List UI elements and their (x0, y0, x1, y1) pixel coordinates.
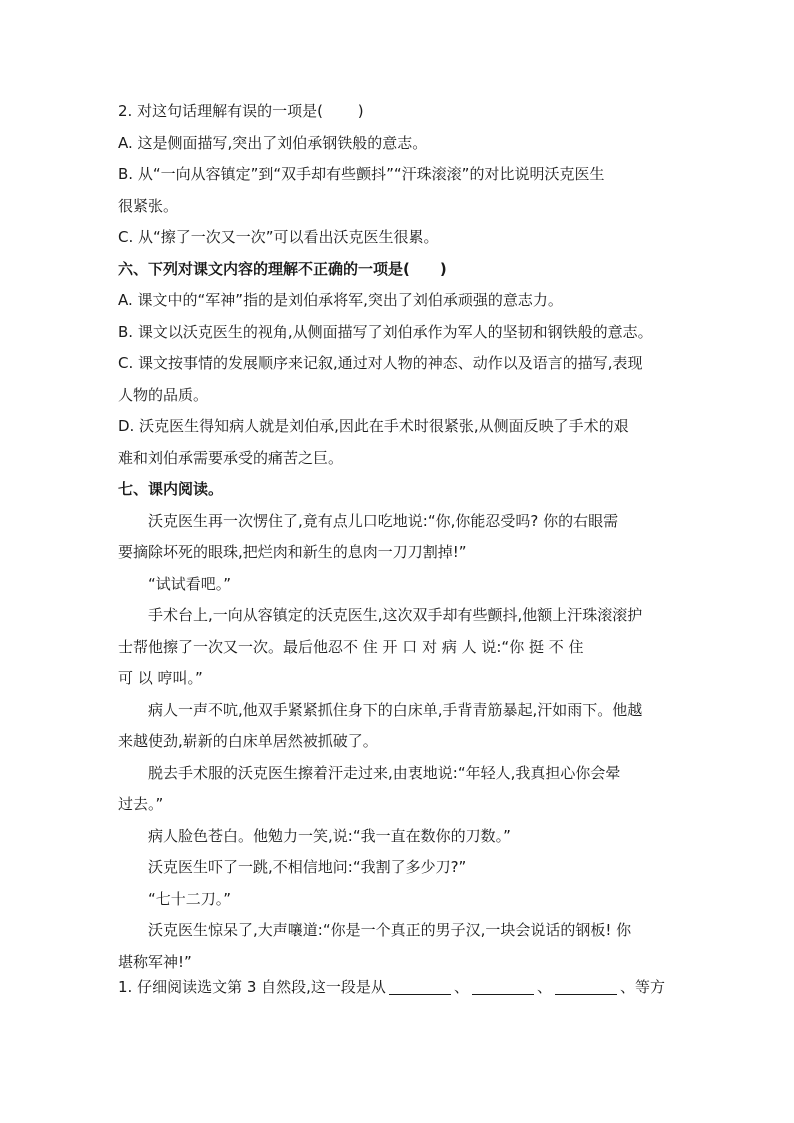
passage-p3-line1: 手术台上,一向从容镇定的沃克医生,这次双手却有些颤抖,他额上汗珠滚滚护 (148, 606, 643, 624)
passage-p4-line2: 来越使劲,崭新的白床单居然被抓破了。 (118, 732, 378, 750)
q1-blank-3[interactable] (555, 978, 617, 995)
section7-title: 七、课内阅读。 (118, 480, 224, 498)
section6-title: 六、下列对课文内容的理解不正确的一项是( ) (118, 259, 447, 278)
q2-option-b-line1: B. 从“一向从容镇定”到“双手却有些颤抖”“汗珠滚滚”的对比说明沃克医生 (118, 165, 605, 183)
q1-prefix: 1. 仔细阅读选文第 3 自然段,这一段是从 (118, 978, 386, 996)
q2-stem: 2. 对这句话理解有误的一项是( ) (118, 102, 364, 120)
passage-p9-line1: 沃克医生惊呆了,大声嚷道:“你是一个真正的男子汉,一块会说话的钢板! 你 (148, 921, 632, 939)
q1-fill-in-line (118, 972, 676, 1004)
document-page (118, 96, 676, 978)
section6-option-a: A. 课文中的“军神”指的是刘伯承将军,突出了刘伯承顽强的意志力。 (118, 291, 563, 309)
passage-p3-line2: 士帮他擦了一次又一次。最后他忍不 住 开 口 对 病 人 说:“你 挺 不 住 (118, 637, 584, 656)
section6-option-d-line2: 难和刘伯承需要承受的痛苦之巨。 (118, 448, 344, 467)
section6-option-d-line1: D. 沃克医生得知病人就是刘伯承,因此在手术时很紧张,从侧面反映了手术的艰 (118, 417, 629, 435)
q1-separator-1: 、 (453, 978, 469, 996)
q1-blank-1[interactable] (389, 978, 451, 995)
q2-option-b-line2: 很紧张。 (118, 196, 179, 215)
q1-separator-3: 、 (619, 978, 635, 996)
q2-option-c: C. 从“擦了一次又一次”可以看出沃克医生很累。 (118, 228, 439, 246)
passage-p6: 病人脸色苍白。他勉力一笑,说:“我一直在数你的刀数。” (148, 826, 511, 845)
section6-option-b: B. 课文以沃克医生的视角,从侧面描写了刘伯承作为军人的坚韧和钢铁般的意志。 (118, 322, 653, 341)
passage-p9-line2: 堪称军神!” (118, 952, 192, 971)
passage-p5-line1: 脱去手术服的沃克医生擦着汗走过来,由衷地说:“年轻人,我真担心你会晕 (148, 763, 621, 782)
passage-p3-line3: 可 以 哼叫。” (118, 669, 203, 687)
passage-p5-line2: 过去。” (118, 795, 164, 813)
passage-p7: 沃克医生吓了一跳,不相信地问:“我割了多少刀?” (148, 858, 467, 876)
section6-option-c-line2: 人物的品质。 (118, 385, 209, 404)
passage-p8: “七十二刀。” (148, 889, 232, 908)
passage-p1-line1: 沃克医生再一次愣住了,竟有点儿口吃地说:“你,你能忍受吗? 你的右眼需 (148, 511, 619, 530)
q1-suffix: 等方 (634, 978, 665, 996)
q1-blank-2[interactable] (472, 978, 534, 995)
q1-separator-2: 、 (536, 978, 552, 996)
q2-option-a: A. 这是侧面描写,突出了刘伯承钢铁般的意志。 (118, 133, 428, 152)
passage-p4-line1: 病人一声不吭,他双手紧紧抓住身下的白床单,手背青筋暴起,汗如雨下。他越 (148, 700, 643, 719)
passage-p1-line2: 要摘除坏死的眼珠,把烂肉和新生的息肉一刀刀割掉!” (118, 543, 467, 561)
section6-option-c-line1: C. 课文按事情的发展顺序来记叙,通过对人物的神态、动作以及语言的描写,表现 (118, 354, 643, 372)
passage-p2: “试试看吧。” (148, 574, 232, 593)
